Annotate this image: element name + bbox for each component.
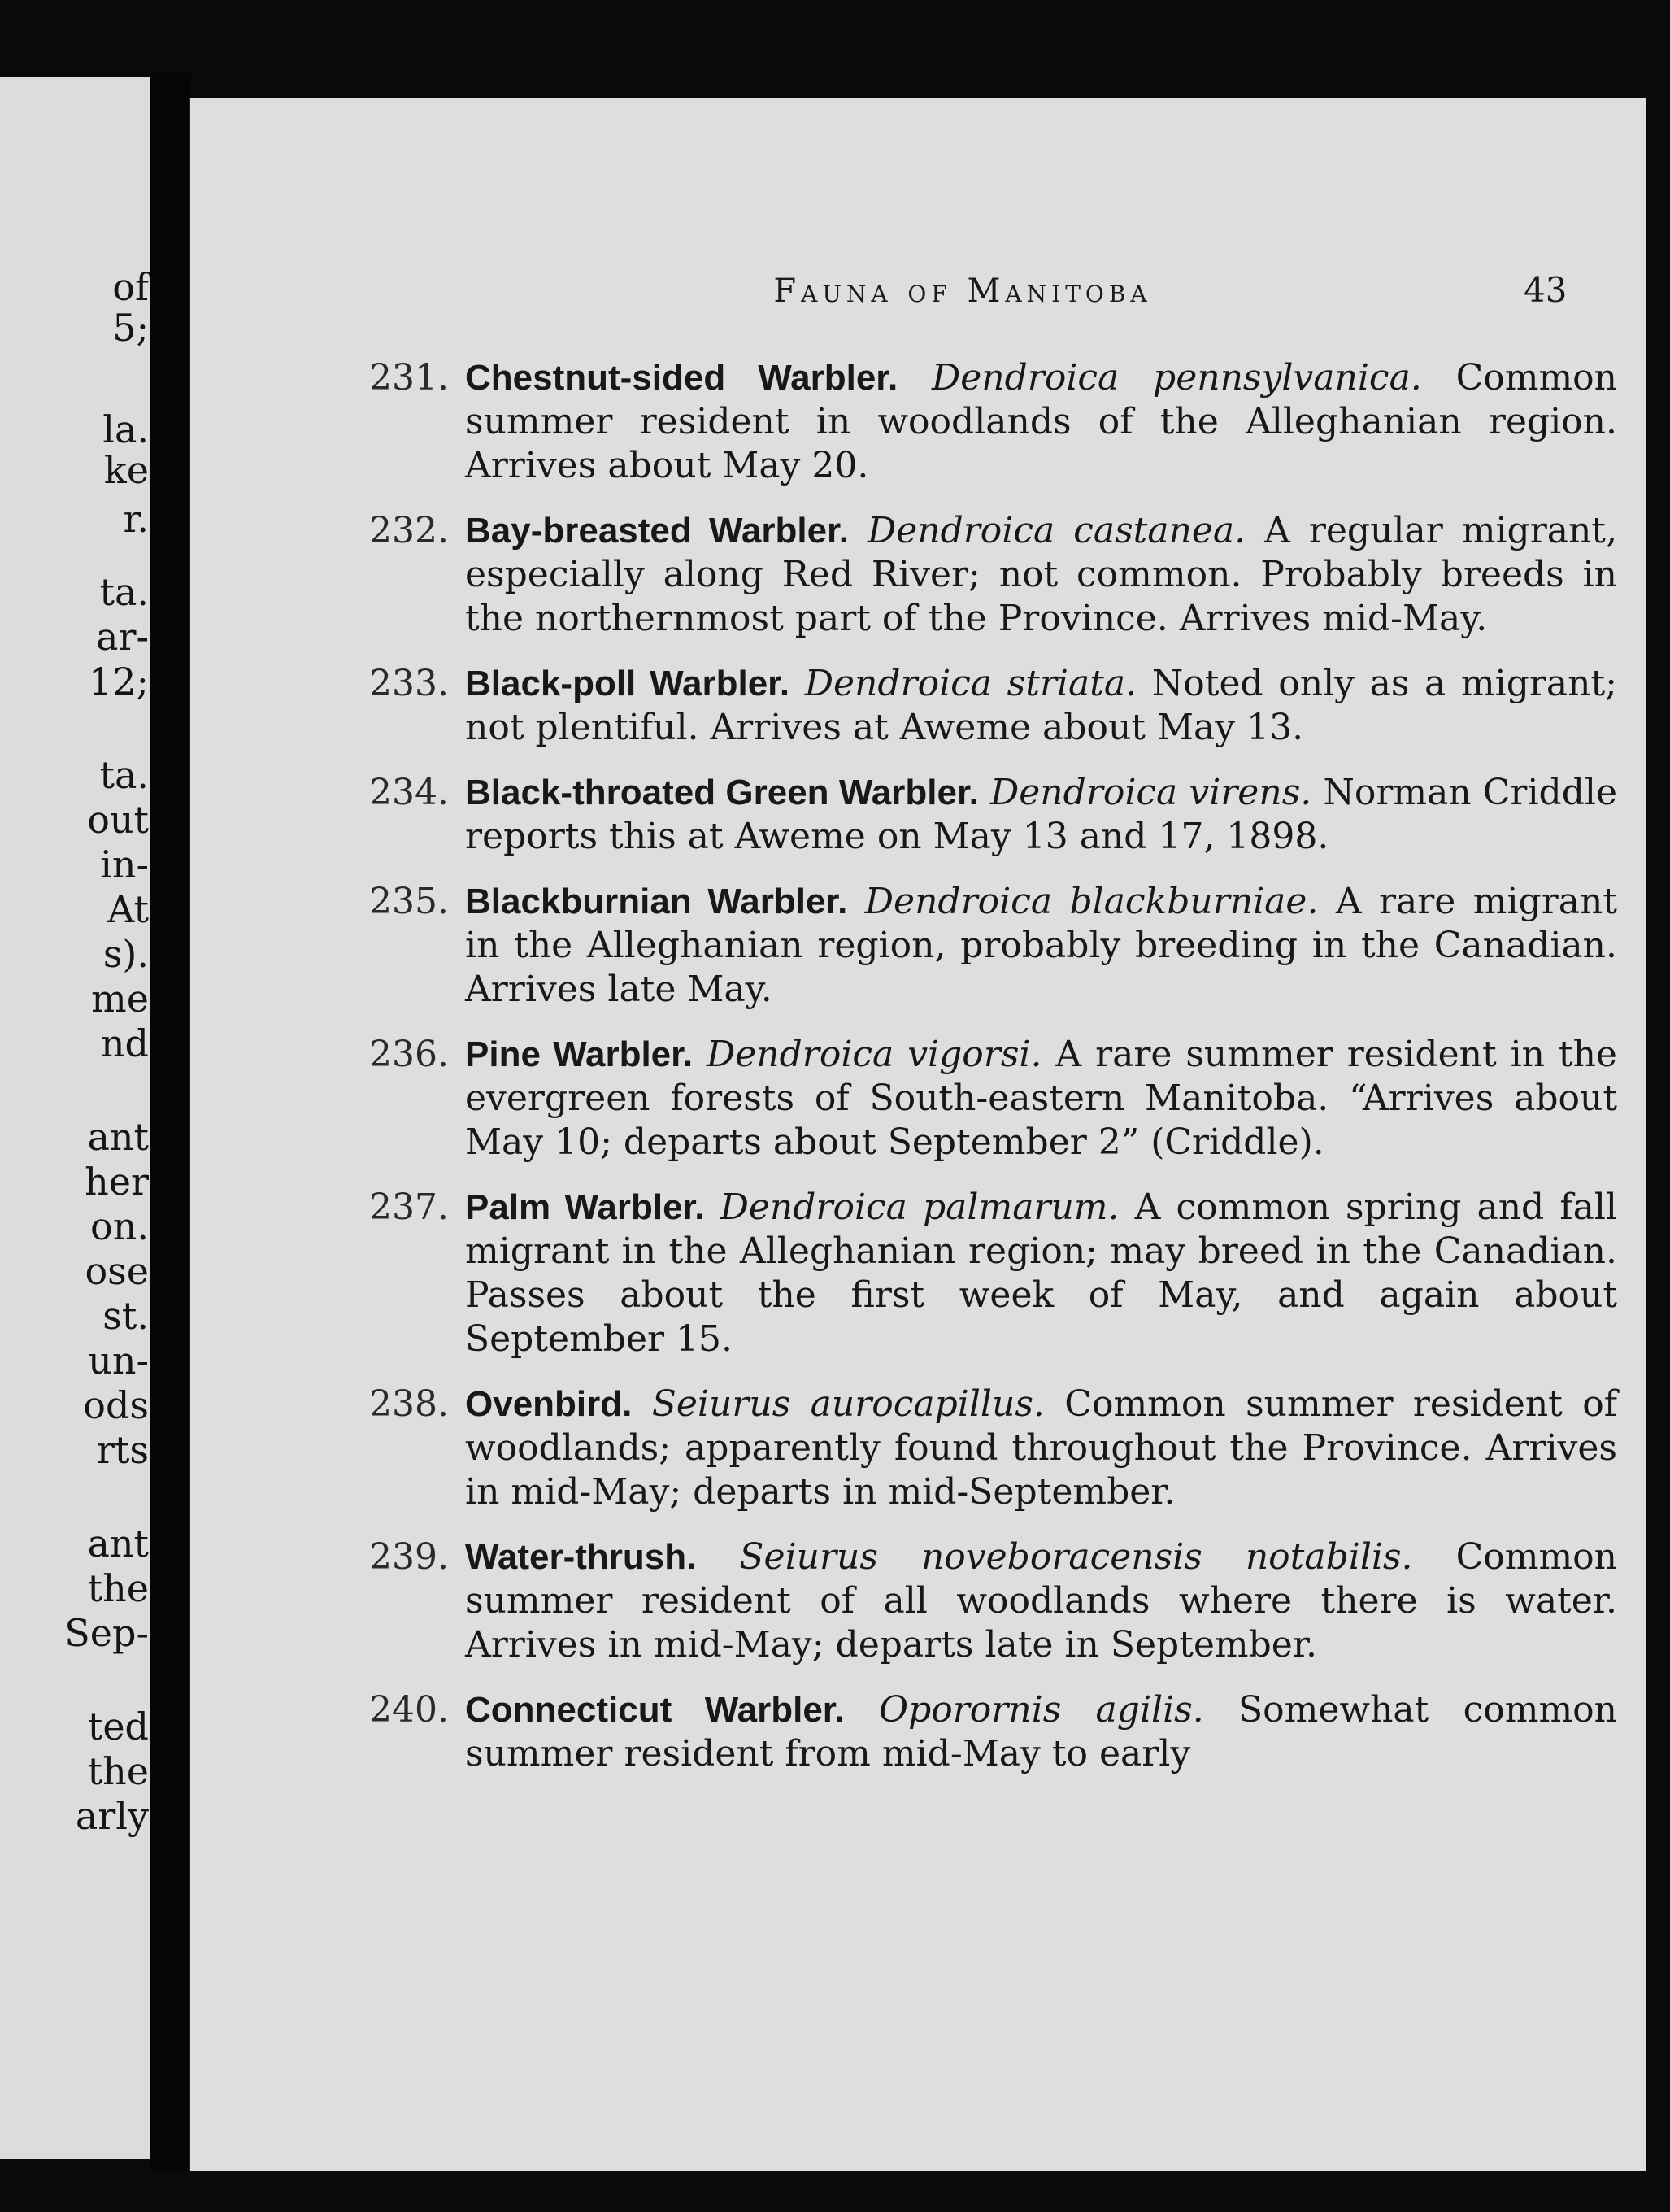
facing-page-text: me (91, 977, 149, 1021)
scientific-name: Dendroica vigorsi. (706, 1034, 1042, 1075)
facing-page-text: At (107, 887, 149, 931)
facing-page-text: out (87, 798, 149, 842)
entry-text: Noted only as a migrant; not plentiful. Arrives at Aweme about May 13. (465, 663, 1617, 748)
facing-page-text: ta. (99, 753, 149, 797)
common-name: Palm Warbler. (465, 1187, 705, 1227)
facing-page-text: un- (88, 1339, 149, 1382)
facing-page-text: r. (123, 497, 149, 541)
entry-number: 238. (369, 1383, 449, 1425)
species-entry (369, 509, 1617, 641)
facing-page-text: st. (102, 1294, 149, 1338)
facing-page-text: in- (100, 843, 149, 886)
entry-text: A rare summer resident in the evergreen forests of South-eastern Manitoba. “Arrives about May 10; departs about September 2” (Criddle). (465, 1034, 1617, 1163)
facing-page-text: ant (87, 1115, 149, 1159)
entry-text: A regular migrant, especially along Red River; not common. Probably breeds in the northernmost part of the Province. Arrives mid-May. (465, 510, 1617, 639)
entry-text: A rare migrant in the Alleghanian region, probably breeding in the Canadian. Arrives late May. (465, 881, 1617, 1010)
facing-page-text: on. (90, 1204, 149, 1248)
common-name: Chestnut-sided Warbler. (465, 358, 898, 398)
entry-number: 239. (369, 1536, 449, 1578)
scientific-name: Dendroica castanea. (867, 510, 1246, 551)
facing-page-text: 5; (112, 306, 149, 350)
entry-number: 233. (369, 663, 449, 704)
species-entry (369, 880, 1617, 1012)
facing-page-text: ta. (99, 570, 149, 614)
species-entry (369, 1382, 1617, 1514)
common-name: Connecticut Warbler. (465, 1690, 845, 1730)
entry-text: Common summer resident of all woodlands where there is water. Arrives in mid-May; departs late in September. (465, 1536, 1617, 1666)
facing-page-text: Sep- (64, 1611, 149, 1655)
common-name: Ovenbird. (465, 1384, 633, 1424)
facing-page-text: of (112, 265, 149, 309)
species-entry (369, 1535, 1617, 1667)
facing-page-text: ods (83, 1383, 149, 1427)
common-name: Water-thrush. (465, 1537, 697, 1577)
entry-text: Common summer resident of woodlands; apparently found throughout the Province. Arrives in mid-May; departs in mid-September. (465, 1383, 1617, 1513)
common-name: Pine Warbler. (465, 1034, 694, 1074)
species-entry (369, 1186, 1617, 1361)
scientific-name: Dendroica virens. (989, 772, 1312, 813)
page-number: 43 (1524, 270, 1568, 310)
scientific-name: Seiurus noveboracensis notabilis. (739, 1536, 1413, 1578)
common-name: Blackburnian Warbler. (465, 882, 848, 921)
entry-number: 232. (369, 510, 449, 551)
scientific-name: Dendroica pennsylvanica. (931, 357, 1422, 398)
entry-text: A common spring and fall migrant in the Alleghanian region; may breed in the Canadian. Passes about the first week of May, and again about September 15. (465, 1187, 1617, 1360)
species-entry (369, 771, 1617, 859)
common-name: Black-throated Green Warbler. (465, 773, 979, 812)
running-head: Fauna of Manitoba (773, 272, 1152, 310)
facing-page-text: ar- (96, 615, 149, 659)
facing-page-text: nd (100, 1021, 149, 1065)
species-entry (369, 356, 1617, 488)
facing-page-text: ant (87, 1522, 149, 1565)
scientific-name: Seiurus aurocapillus. (651, 1383, 1045, 1425)
facing-page-text: the (87, 1749, 149, 1793)
facing-page-text: s). (102, 932, 149, 976)
entry-number: 236. (369, 1034, 449, 1075)
entry-number: 231. (369, 357, 449, 398)
entry-text: Common summer resident in woodlands of the Alleghanian region. Arrives about May 20. (465, 357, 1617, 486)
facing-page-text: ke (103, 448, 149, 492)
scientific-name: Oporornis agilis. (879, 1689, 1204, 1731)
facing-page-text: the (87, 1566, 149, 1610)
species-entry (369, 662, 1617, 750)
common-name: Black-poll Warbler. (465, 664, 790, 703)
facing-page-fragment (0, 77, 150, 2159)
entry-number: 235. (369, 881, 449, 922)
species-entry (369, 1033, 1617, 1165)
book-page (189, 98, 1646, 2171)
scientific-name: Dendroica palmarum. (720, 1187, 1120, 1228)
book-gutter (150, 73, 191, 2171)
facing-page-text: ose (85, 1249, 149, 1293)
entry-number: 234. (369, 772, 449, 813)
scientific-name: Dendroica striata. (804, 663, 1137, 704)
entry-text: Norman Criddle reports this at Aweme on May 13 and 17, 1898. (465, 772, 1617, 857)
facing-page-text: arly (75, 1794, 149, 1838)
entry-number: 237. (369, 1187, 449, 1228)
facing-page-text: 12; (88, 660, 149, 703)
common-name: Bay-breasted Warbler. (465, 511, 849, 551)
facing-page-text: ted (87, 1705, 149, 1748)
species-list (369, 356, 1617, 1797)
entry-number: 240. (369, 1689, 449, 1731)
species-entry (369, 1688, 1617, 1776)
facing-page-text: la. (102, 407, 149, 451)
scientific-name: Dendroica blackburniae. (864, 881, 1319, 922)
entry-text: Somewhat common summer resident from mid-May to early (465, 1689, 1617, 1774)
facing-page-text: rts (96, 1428, 149, 1472)
facing-page-text: her (85, 1160, 149, 1204)
